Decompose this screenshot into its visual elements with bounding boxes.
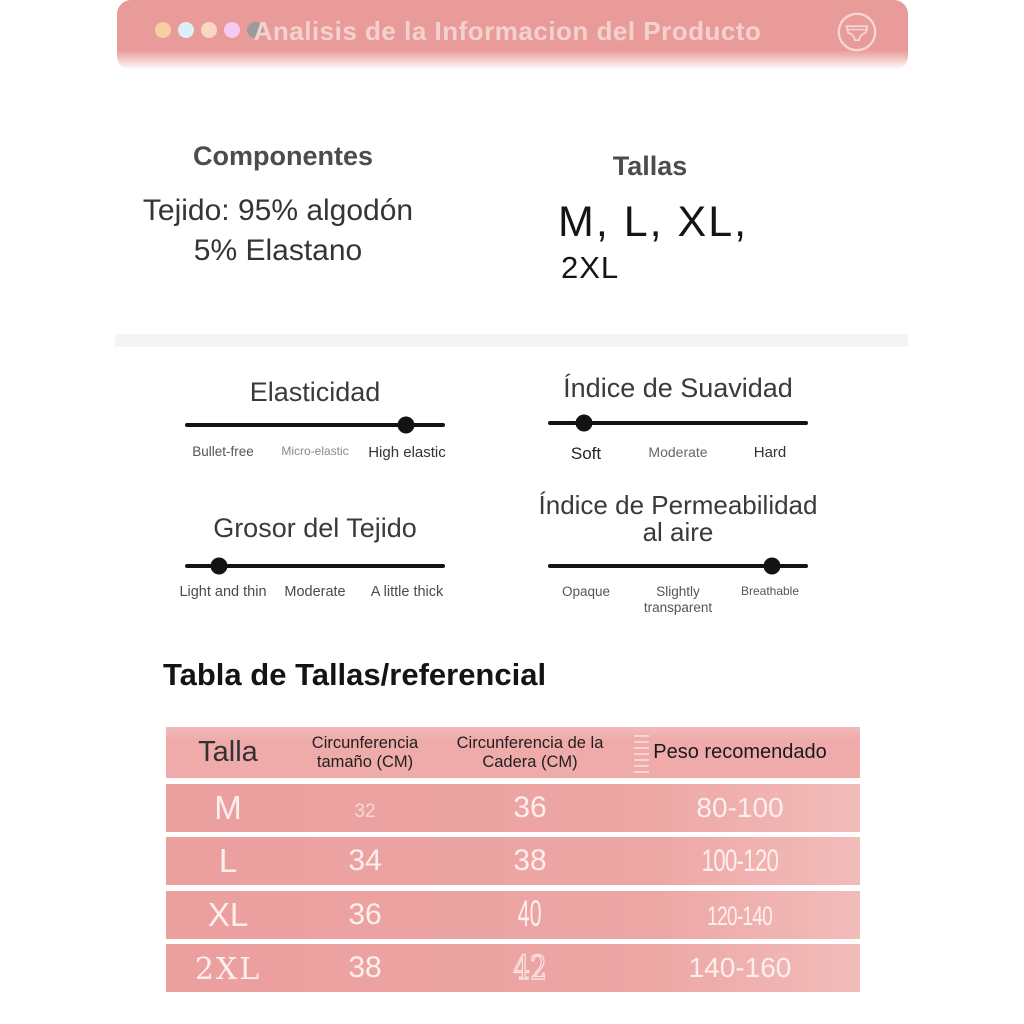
slider-label: Light and thin (179, 584, 267, 600)
slider-thickness-knob[interactable] (210, 558, 227, 575)
size-table-title: Tabla de Tallas/referencial (163, 657, 547, 692)
slider-elasticity-track (185, 423, 445, 427)
sizes-title: Tallas (612, 151, 688, 181)
underwear-icon (834, 9, 880, 55)
window-dot-3[interactable] (201, 22, 217, 38)
section-divider (115, 334, 908, 347)
slider-label: Breathable (740, 584, 800, 598)
slider-softness-track (548, 421, 808, 425)
cell-circ-tamano: 36 (348, 897, 382, 931)
slider-permeability-labels (540, 584, 816, 616)
sizes-list-line1: M, L, XL, (558, 198, 749, 246)
cell-talla: XL (207, 895, 249, 933)
slider-softness-labels (540, 444, 816, 464)
size-table (166, 727, 860, 992)
slider-elasticity-knob[interactable] (398, 417, 415, 434)
components-elastane: 5% Elastano (193, 234, 363, 267)
col-header-talla: Talla (198, 736, 258, 768)
slider-label: Hard (753, 444, 787, 461)
table-row (166, 891, 860, 939)
slider-elasticity-labels (177, 444, 453, 462)
slider-thickness-track (185, 564, 445, 568)
slider-thickness (179, 513, 445, 600)
cell-circ-cadera: 38 (513, 844, 547, 877)
slider-permeability-title: Índice de Permeabilidad al aire (538, 490, 818, 548)
slider-label: Moderate (284, 584, 346, 600)
slider-label: Slightly transparent (643, 584, 713, 615)
slider-softness-knob[interactable] (576, 415, 593, 432)
cell-peso: 100-120 (701, 843, 779, 878)
col-header-circ-cadera: Circunferencia de la Cadera (CM) (456, 734, 604, 771)
table-row (166, 837, 860, 885)
slider-softness (548, 373, 808, 463)
cell-talla: M (214, 788, 242, 826)
col-header-peso: Peso recomendado (653, 741, 827, 763)
slider-softness-title: Índice de Suavidad (563, 373, 793, 403)
cell-circ-cadera: 40 (517, 893, 543, 935)
slider-thickness-labels (177, 584, 453, 601)
col-header-circ-tamano: Circunferencia tamaño (CM) (311, 734, 419, 771)
slider-elasticity-title: Elasticidad (249, 377, 381, 407)
slider-label: Bullet-free (192, 444, 254, 459)
page-title: Analisis de la Informacion del Producto (253, 16, 762, 46)
slider-permeability-knob[interactable] (763, 558, 780, 575)
slider-label: Micro-elastic (281, 444, 349, 458)
window-dot-1[interactable] (155, 22, 171, 38)
header-bar (117, 0, 908, 70)
components-title: Componentes (192, 141, 373, 171)
slider-label: Moderate (648, 444, 708, 460)
components-fabric: Tejido: 95% algodón (142, 194, 414, 227)
slider-label: A little thick (370, 584, 444, 600)
cell-circ-cadera: 42 (513, 948, 547, 988)
table-row (166, 784, 860, 832)
slider-elasticity (185, 377, 446, 461)
cell-circ-tamano: 32 (354, 800, 376, 822)
cell-peso: 140-160 (688, 952, 792, 983)
window-dot-2[interactable] (178, 22, 194, 38)
slider-label: Opaque (561, 584, 611, 599)
cell-talla: L (218, 842, 238, 879)
slider-permeability-track (548, 564, 808, 568)
cell-peso: 120-140 (707, 900, 773, 932)
watermark-artifact (634, 735, 649, 773)
slider-label: Soft (570, 444, 602, 463)
cell-circ-tamano: 34 (348, 844, 382, 877)
size-table-header-row (166, 727, 860, 778)
slider-label: High elastic (368, 444, 446, 461)
cell-peso: 80-100 (696, 791, 784, 823)
cell-circ-cadera: 36 (513, 790, 547, 824)
sizes-list-line2: 2XL (561, 250, 620, 285)
cell-circ-tamano: 38 (348, 951, 382, 984)
cell-talla: 2XL (194, 952, 262, 987)
table-row (166, 944, 860, 992)
slider-thickness-title: Grosor del Tejido (213, 513, 417, 543)
